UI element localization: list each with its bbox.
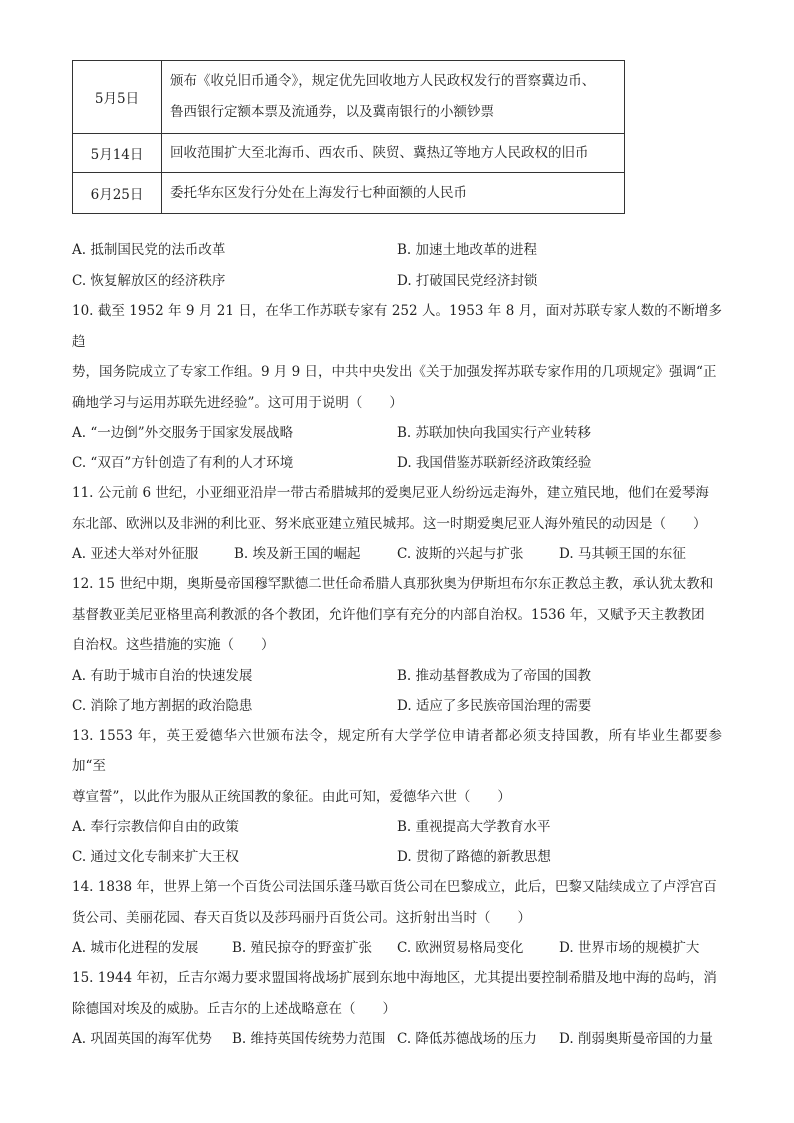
q10-options-row-1 — [72, 418, 722, 448]
table-desc-cell — [162, 173, 625, 214]
table-date-cell: 6月25日 — [73, 173, 162, 214]
q9-option-b[interactable]: B. 加速土地改革的进程 — [397, 242, 538, 258]
q14-option-b[interactable]: B. 殖民掠夺的野蛮扩张 — [232, 940, 373, 956]
q10-option-b[interactable]: B. 苏联加快向我国实行产业转移 — [397, 425, 592, 441]
q10-options-row-2 — [72, 448, 722, 478]
q15-stem — [72, 963, 722, 1024]
q13-option-d[interactable]: D. 贯彻了路德的新教思想 — [397, 849, 551, 865]
q11-option-a[interactable]: A. 亚述大举对外征服 — [72, 546, 199, 562]
stem-line: 确地学习与运用苏联先进经验”。这可用于说明（ ） — [72, 394, 403, 411]
q9-options-row-1 — [72, 235, 722, 265]
table-desc-cell — [162, 61, 625, 134]
q14-option-d[interactable]: D. 世界市场的规模扩大 — [559, 940, 700, 956]
q15-option-a[interactable]: A. 巩固英国的海军优势 — [72, 1031, 212, 1047]
stem-line: 10. 截至 1952 年 9 月 21 日，在华工作苏联专家有 252 人。1953 年 8 月，面对苏联专家人数的不断增多趋 — [72, 303, 722, 350]
stem-line: 12. 15 世纪中期，奥斯曼帝国穆罕默德二世任命希腊人真那狄奥为伊斯坦布尔东正教总主教，承认犹太教和 — [72, 576, 714, 592]
q14-stem — [72, 872, 722, 933]
q10-option-c[interactable]: C. “双百”方针创造了有利的人才环境 — [72, 455, 294, 471]
q15-options-row — [72, 1024, 722, 1054]
q12-option-b[interactable]: B. 推动基督教成为了帝国的国教 — [397, 667, 592, 684]
q15-option-b[interactable]: B. 维持英国传统势力范围 — [232, 1031, 386, 1047]
q11-options-row — [72, 539, 722, 569]
q9-options-row-2 — [72, 266, 722, 296]
q11-option-b[interactable]: B. 埃及新王国的崛起 — [234, 546, 361, 562]
q10-stem — [72, 296, 722, 418]
q13-option-b[interactable]: B. 重视提高大学教育水平 — [397, 819, 551, 835]
stem-line: 势，国务院成立了专家工作组。9 月 9 日，中共中央发出《关于加强发挥苏联专家作用的几项规定》强调“正 — [72, 364, 717, 380]
q15-option-d[interactable]: D. 削弱奥斯曼帝国的力量 — [559, 1031, 713, 1047]
q12-options-row-1 — [72, 661, 722, 691]
q14-option-a[interactable]: A. 城市化进程的发展 — [72, 940, 199, 956]
exam-page — [72, 60, 722, 1054]
q9-option-a[interactable]: A. 抵制国民党的法币改革 — [72, 242, 226, 258]
q13-option-c[interactable]: C. 通过文化专制来扩大王权 — [72, 849, 239, 865]
table-desc-cell — [162, 134, 625, 173]
q11-stem — [72, 478, 722, 539]
stem-line: 东北部、欧洲以及非洲的利比亚、努米底亚建立殖民城邦。这一时期爱奥尼亚人海外殖民的动因是（ ） — [72, 515, 707, 532]
q13-options-row-1 — [72, 812, 722, 842]
table-row — [73, 173, 625, 214]
q12-stem — [72, 569, 722, 661]
q12-options-row-2 — [72, 691, 722, 721]
table-desc-line: 回收范围扩大至北海币、西农币、陕贸、冀热辽等地方人民政权的旧币 — [170, 144, 589, 161]
q12-option-a[interactable]: A. 有助于城市自治的快速发展 — [72, 667, 253, 684]
stem-line: 14. 1838 年，世界上第一个百货公司法国乐蓬马歇百货公司在巴黎成立，此后，巴黎又陆续成立了卢浮宫百 — [72, 879, 717, 895]
q12-option-d[interactable]: D. 适应了多民族帝国治理的需要 — [397, 697, 592, 714]
q10-option-d[interactable]: D. 我国借鉴苏联新经济政策经验 — [397, 455, 592, 471]
q15-option-c[interactable]: C. 降低苏德战场的压力 — [397, 1031, 537, 1047]
stem-line: 尊宣誓”，以此作为服从正统国教的象征。由此可知，爱德华六世（ ） — [72, 788, 511, 805]
table-date-cell: 5月5日 — [73, 61, 162, 134]
q13-stem — [72, 721, 722, 813]
table-desc-line: 颁布《收兑旧币通令》，规定优先回收地方人民政权发行的晋察冀边币、 — [170, 73, 596, 89]
table-desc-line: 鲁西银行定额本票及流通券，以及冀南银行的小额钞票 — [170, 104, 494, 120]
q9-option-c[interactable]: C. 恢复解放区的经济秩序 — [72, 273, 226, 289]
q9-option-d[interactable]: D. 打破国民党经济封锁 — [397, 273, 538, 289]
stem-line: 自治权。这些措施的实施（ ） — [72, 637, 275, 653]
table-row — [73, 134, 625, 173]
stem-line: 15. 1944 年初，丘吉尔竭力要求盟国将战场扩展到东地中海地区，尤其提出要控制希腊及地中海的岛屿，消 — [72, 970, 717, 986]
q10-option-a[interactable]: A. “一边倒”外交服务于国家发展战略 — [72, 425, 294, 441]
table-desc-line: 委托华东区发行分处在上海发行七种面额的人民币 — [170, 184, 467, 201]
q12-option-c[interactable]: C. 消除了地方割据的政治隐患 — [72, 697, 253, 714]
stem-line: 除德国对埃及的威胁。丘吉尔的上述战略意在（ ） — [72, 1000, 396, 1017]
stem-line: 11. 公元前 6 世纪，小亚细亚沿岸一带古希腊城邦的爱奥尼亚人纷纷远走海外，建立殖民地，他们在爱琴海 — [72, 485, 709, 501]
stem-line: 13. 1553 年，英王爱德华六世颁布法令，规定所有大学学位申请者都必须支持国教，所有毕业生都要参加“至 — [72, 727, 722, 774]
q11-option-d[interactable]: D. 马其顿王国的东征 — [559, 546, 686, 562]
q13-option-a[interactable]: A. 奉行宗教信仰自由的政策 — [72, 819, 239, 835]
q11-option-c[interactable]: C. 波斯的兴起与扩张 — [397, 546, 524, 562]
stem-line: 基督教亚美尼亚格里高利教派的各个教团，允许他们享有充分的内部自治权。1536 年，又赋予天主教教团 — [72, 606, 705, 623]
q14-option-c[interactable]: C. 欧洲贸易格局变化 — [397, 940, 524, 956]
q13-options-row-2 — [72, 842, 722, 872]
stem-line: 货公司、美丽花园、春天百货以及莎玛丽丹百货公司。这折射出当时（ ） — [72, 909, 531, 926]
table-date-cell: 5月14日 — [73, 134, 162, 173]
table-row — [73, 61, 625, 134]
currency-table — [72, 60, 625, 214]
q14-options-row — [72, 933, 722, 963]
